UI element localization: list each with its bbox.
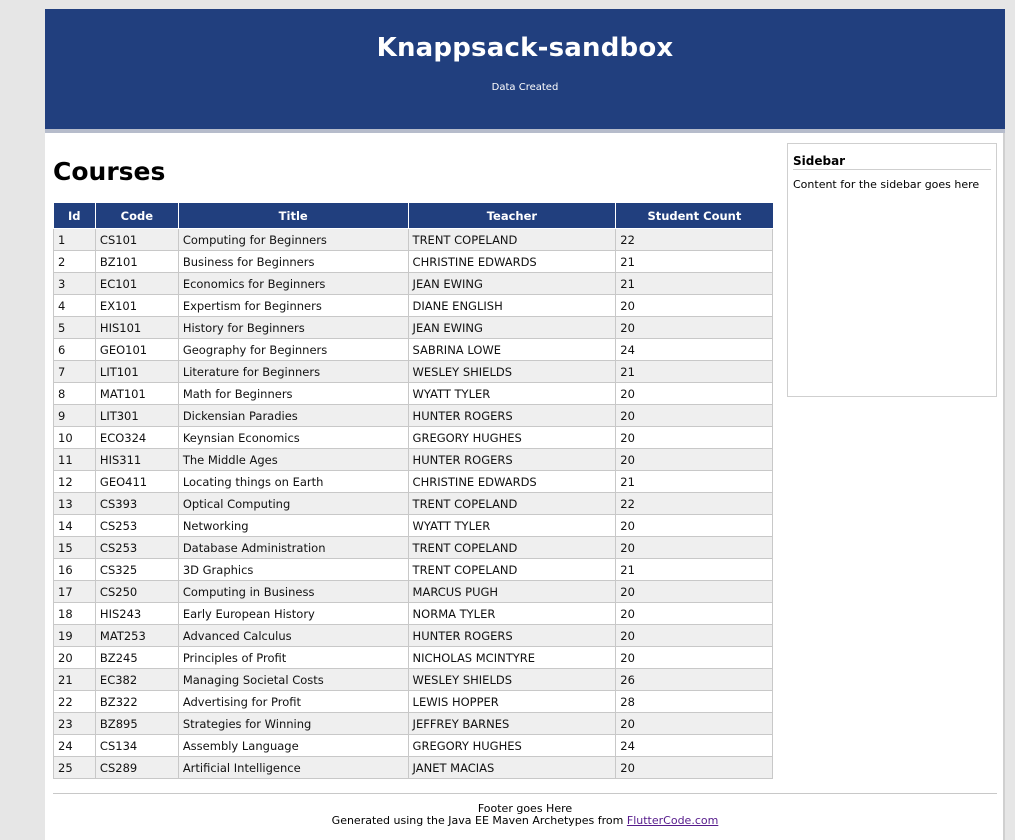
cell-code: BZ322 — [95, 691, 178, 713]
cell-teacher: HUNTER ROGERS — [408, 405, 616, 427]
table-header-row — [54, 203, 773, 229]
cell-code: EC101 — [95, 273, 178, 295]
table-row — [54, 449, 773, 471]
cell-code: CS289 — [95, 757, 178, 779]
cell-teacher: JANET MACIAS — [408, 757, 616, 779]
cell-teacher: NICHOLAS MCINTYRE — [408, 647, 616, 669]
cell-title: Assembly Language — [178, 735, 408, 757]
cell-id: 5 — [54, 317, 96, 339]
footer — [53, 793, 997, 827]
table-row — [54, 361, 773, 383]
column-header-teacher: Teacher — [408, 203, 616, 229]
cell-title: Advertising for Profit — [178, 691, 408, 713]
cell-title: History for Beginners — [178, 317, 408, 339]
cell-code: CS325 — [95, 559, 178, 581]
cell-id: 21 — [54, 669, 96, 691]
cell-id: 1 — [54, 229, 96, 251]
cell-student-count: 21 — [616, 471, 773, 493]
cell-id: 12 — [54, 471, 96, 493]
cell-id: 17 — [54, 581, 96, 603]
cell-code: ECO324 — [95, 427, 178, 449]
cell-student-count: 22 — [616, 229, 773, 251]
table-row — [54, 405, 773, 427]
cell-student-count: 22 — [616, 493, 773, 515]
cell-student-count: 20 — [616, 515, 773, 537]
table-body — [54, 229, 773, 779]
cell-id: 15 — [54, 537, 96, 559]
cell-teacher: DIANE ENGLISH — [408, 295, 616, 317]
cell-code: BZ895 — [95, 713, 178, 735]
cell-title: Early European History — [178, 603, 408, 625]
cell-id: 19 — [54, 625, 96, 647]
fluttercode-link[interactable]: FlutterCode.com — [626, 814, 719, 827]
cell-code: EX101 — [95, 295, 178, 317]
cell-id: 3 — [54, 273, 96, 295]
column-header-id: Id — [54, 203, 96, 229]
cell-teacher: WYATT TYLER — [408, 515, 616, 537]
cell-title: Networking — [178, 515, 408, 537]
cell-title: Advanced Calculus — [178, 625, 408, 647]
cell-teacher: GREGORY HUGHES — [408, 735, 616, 757]
table-row — [54, 603, 773, 625]
site-subtitle: Data Created — [491, 82, 559, 93]
table-row — [54, 273, 773, 295]
cell-teacher: JEAN EWING — [408, 317, 616, 339]
cell-title: Optical Computing — [178, 493, 408, 515]
column-header-student-count: Student Count — [616, 203, 773, 229]
cell-student-count: 20 — [616, 405, 773, 427]
cell-student-count: 20 — [616, 581, 773, 603]
cell-id: 25 — [54, 757, 96, 779]
page-container — [45, 9, 1005, 840]
footer-text: Footer goes Here — [477, 802, 573, 815]
site-title: Knappsack-sandbox — [376, 33, 674, 63]
cell-code: CS253 — [95, 537, 178, 559]
table-row — [54, 229, 773, 251]
cell-student-count: 28 — [616, 691, 773, 713]
table-row — [54, 493, 773, 515]
table-row — [54, 339, 773, 361]
cell-title: Economics for Beginners — [178, 273, 408, 295]
cell-id: 6 — [54, 339, 96, 361]
column-header-code: Code — [95, 203, 178, 229]
cell-title: Business for Beginners — [178, 251, 408, 273]
cell-student-count: 20 — [616, 295, 773, 317]
cell-title: Principles of Profit — [178, 647, 408, 669]
table-row — [54, 581, 773, 603]
cell-teacher: NORMA TYLER — [408, 603, 616, 625]
table-row — [54, 647, 773, 669]
cell-code: LIT101 — [95, 361, 178, 383]
cell-title: Math for Beginners — [178, 383, 408, 405]
cell-id: 13 — [54, 493, 96, 515]
cell-student-count: 20 — [616, 383, 773, 405]
cell-title: The Middle Ages — [178, 449, 408, 471]
footer-credit-text: Generated using the Java EE Maven Archetypes from — [331, 814, 627, 827]
footer-credit — [53, 815, 997, 827]
sidebar-text: Content for the sidebar goes here — [793, 178, 980, 191]
cell-code: GEO411 — [95, 471, 178, 493]
cell-id: 11 — [54, 449, 96, 471]
cell-id: 10 — [54, 427, 96, 449]
cell-title: Database Administration — [178, 537, 408, 559]
cell-title: Locating things on Earth — [178, 471, 408, 493]
cell-student-count: 20 — [616, 757, 773, 779]
cell-id: 14 — [54, 515, 96, 537]
cell-code: HIS101 — [95, 317, 178, 339]
cell-teacher: WESLEY SHIELDS — [408, 669, 616, 691]
table-row — [54, 559, 773, 581]
cell-student-count: 24 — [616, 339, 773, 361]
main-content — [53, 157, 773, 775]
cell-code: EC382 — [95, 669, 178, 691]
cell-id: 4 — [54, 295, 96, 317]
cell-student-count: 20 — [616, 713, 773, 735]
cell-id: 9 — [54, 405, 96, 427]
cell-student-count: 24 — [616, 735, 773, 757]
cell-id: 22 — [54, 691, 96, 713]
cell-student-count: 21 — [616, 273, 773, 295]
table-row — [54, 625, 773, 647]
cell-teacher: GREGORY HUGHES — [408, 427, 616, 449]
cell-code: MAT253 — [95, 625, 178, 647]
cell-teacher: WESLEY SHIELDS — [408, 361, 616, 383]
table-row — [54, 295, 773, 317]
cell-code: HIS243 — [95, 603, 178, 625]
cell-title: Keynsian Economics — [178, 427, 408, 449]
table-row — [54, 691, 773, 713]
cell-code: CS393 — [95, 493, 178, 515]
cell-code: CS101 — [95, 229, 178, 251]
cell-code: GEO101 — [95, 339, 178, 361]
cell-teacher: SABRINA LOWE — [408, 339, 616, 361]
cell-code: CS250 — [95, 581, 178, 603]
cell-student-count: 20 — [616, 625, 773, 647]
cell-title: Literature for Beginners — [178, 361, 408, 383]
cell-code: BZ101 — [95, 251, 178, 273]
cell-id: 20 — [54, 647, 96, 669]
site-header — [45, 9, 1005, 133]
cell-title: Dickensian Paradies — [178, 405, 408, 427]
cell-student-count: 20 — [616, 603, 773, 625]
cell-title: Computing in Business — [178, 581, 408, 603]
cell-teacher: TRENT COPELAND — [408, 559, 616, 581]
table-row — [54, 317, 773, 339]
sidebar — [787, 143, 997, 397]
cell-code: BZ245 — [95, 647, 178, 669]
cell-title: Geography for Beginners — [178, 339, 408, 361]
cell-student-count: 20 — [616, 317, 773, 339]
table-row — [54, 757, 773, 779]
sidebar-title: Sidebar — [793, 154, 991, 170]
table-row — [54, 427, 773, 449]
cell-title: Managing Societal Costs — [178, 669, 408, 691]
cell-title: 3D Graphics — [178, 559, 408, 581]
cell-teacher: MARCUS PUGH — [408, 581, 616, 603]
cell-teacher: HUNTER ROGERS — [408, 625, 616, 647]
cell-student-count: 21 — [616, 559, 773, 581]
cell-student-count: 20 — [616, 647, 773, 669]
cell-id: 24 — [54, 735, 96, 757]
cell-title: Artificial Intelligence — [178, 757, 408, 779]
cell-teacher: JEAN EWING — [408, 273, 616, 295]
table-row — [54, 383, 773, 405]
cell-title: Expertism for Beginners — [178, 295, 408, 317]
cell-student-count: 21 — [616, 361, 773, 383]
table-row — [54, 713, 773, 735]
cell-title: Strategies for Winning — [178, 713, 408, 735]
cell-code: HIS311 — [95, 449, 178, 471]
table-row — [54, 735, 773, 757]
table-row — [54, 669, 773, 691]
cell-id: 7 — [54, 361, 96, 383]
courses-table — [53, 202, 773, 779]
cell-teacher: TRENT COPELAND — [408, 493, 616, 515]
table-row — [54, 537, 773, 559]
cell-id: 8 — [54, 383, 96, 405]
cell-id: 23 — [54, 713, 96, 735]
cell-student-count: 26 — [616, 669, 773, 691]
cell-title: Computing for Beginners — [178, 229, 408, 251]
cell-code: MAT101 — [95, 383, 178, 405]
cell-student-count: 20 — [616, 449, 773, 471]
table-row — [54, 251, 773, 273]
cell-id: 18 — [54, 603, 96, 625]
cell-teacher: LEWIS HOPPER — [408, 691, 616, 713]
cell-student-count: 20 — [616, 427, 773, 449]
cell-teacher: JEFFREY BARNES — [408, 713, 616, 735]
cell-teacher: CHRISTINE EDWARDS — [408, 251, 616, 273]
cell-teacher: TRENT COPELAND — [408, 537, 616, 559]
cell-teacher: CHRISTINE EDWARDS — [408, 471, 616, 493]
cell-code: CS253 — [95, 515, 178, 537]
table-row — [54, 471, 773, 493]
cell-teacher: HUNTER ROGERS — [408, 449, 616, 471]
cell-student-count: 20 — [616, 537, 773, 559]
cell-student-count: 21 — [616, 251, 773, 273]
cell-teacher: TRENT COPELAND — [408, 229, 616, 251]
table-row — [54, 515, 773, 537]
cell-id: 2 — [54, 251, 96, 273]
cell-code: LIT301 — [95, 405, 178, 427]
page-title: Courses — [53, 157, 166, 186]
column-header-title: Title — [178, 203, 408, 229]
cell-id: 16 — [54, 559, 96, 581]
cell-teacher: WYATT TYLER — [408, 383, 616, 405]
cell-code: CS134 — [95, 735, 178, 757]
